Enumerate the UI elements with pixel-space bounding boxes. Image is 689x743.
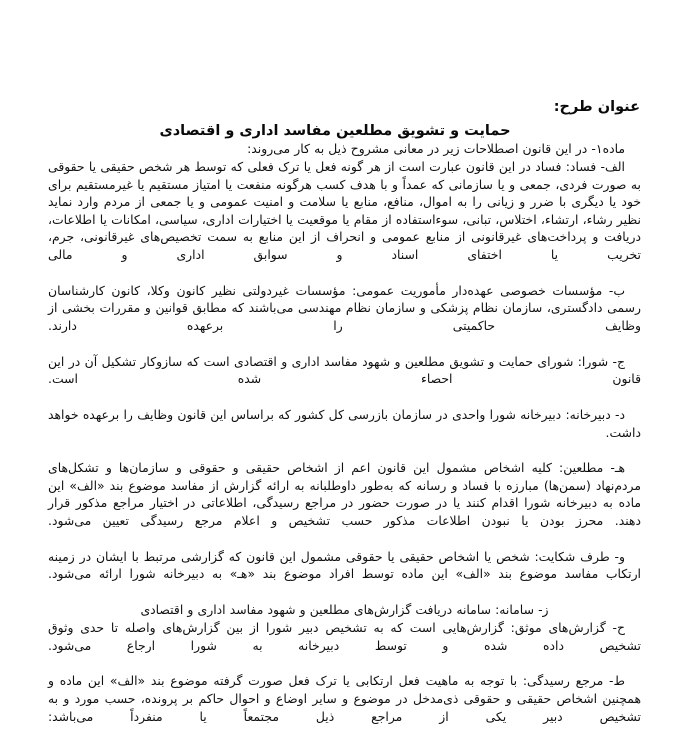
clause-ze: ز- سامانه: سامانه دریافت گزارش‌های مطلعین و شهود مفاسد اداری و اقتصادی	[140, 601, 549, 617]
page-title: حمایت و تشویق مطلعین مفاسد اداری و اقتصادی	[159, 123, 511, 140]
bill-label: عنوان طرح:	[553, 99, 640, 115]
clause-ta: ط- مرجع رسیدگی: با توجه به ماهیت فعل ارتکابی یا ترک فعل صورت گرفته موضوع بند «الف» این ماده و همچنین اشخاص حقیقی و حقوقی ذی‌مدخل در موضوع و سایر اوضاع و احوال حاکم بر پرونده، حسب مورد و به تشخیص دبیر یکی از مراجع ذیل مجتمعاً یا منفرداً می‌باشد:	[48, 673, 641, 724]
clause-he-dotted: ح- گزارش‌های موثق: گزارش‌هایی است که به تشخیص دبیر شورا از بین گزارش‌های واصله تا حدی وثوق تشخیص داده شده و توسط دبیرخانه به شورا ارجاع می‌شود.	[48, 620, 641, 653]
document-header	[48, 98, 640, 141]
article-1-intro: ماده۱- در این قانون اصطلاحات زیر در معانی مشروح ذیل به کار می‌روند:	[247, 141, 625, 156]
clause-dal: د- دبیرخانه: دبیرخانه شورا واحدی در سازمان بازرسی کل کشور که براساس این قانون وظایف را برعهده خواهد داشت.	[48, 406, 641, 440]
clause-alef: الف- فساد: فساد در این قانون عبارت است از هر گونه فعل یا ترک فعلی که توسط هر شخص حقیقی یا حقوقی به صورت فردی، جمعی و یا سازمانی که عمداً و با هدف کسب هرگونه منفعت یا امتیاز مستقیم یا غیرمستقیم برای خود یا دیگری با ضرر و زیانی را به اموال، منافع، منابع یا سلامت و امنیت عمومی و یا جمعی از مردم وارد نماید نظیر رشاء، ارتشاء، اختلاس، تبانی، سوءاستفاده از مقام یا موقعیت یا اختیارات اداری، سیاسی، امکانات یا اطلاعات، دریافت و پرداخت‌های غیرقانونی از منابع عمومی و انحراف از این منابع به سمت تخصیص‌های غیرقانونی، جرم، تخریب یا اختفای اسناد و سوابق اداری و مالی	[48, 159, 641, 263]
clause-jim: ج- شورا: شورای حمایت و تشویق مطلعین و شهود مفاسد اداری و اقتصادی است که سازوکار تشکیل آن در این قانون احصاء شده است.	[48, 353, 641, 387]
clause-vav: و- طرف شکایت: شخص یا اشخاص حقیقی یا حقوقی مشمول این قانون که گزارشی مرتبط با ایشان در زمینه ارتکاب مفاسد موضوع بند «الف» این ماده توسط افراد موضوع بند «هـ» به دبیرخانه شورا ارائه می‌شود.	[48, 548, 641, 582]
document-body	[48, 140, 641, 743]
clause-be: ب- مؤسسات خصوصی عهده‌دار مأموریت عمومی: مؤسسات غیردولتی نظیر کانون وکلا، کانون کارشناسان رسمی دادگستری، سازمان نظام پزشکی و سازمان نظام مهندسی می‌باشند که مطابق قوانین و مقررات بخشی از وظایف حاکمیتی را برعهده دارند.	[48, 282, 641, 333]
clause-he: هـ- مطلعین: کلیه اشخاص مشمول این قانون اعم از اشخاص حقیقی و حقوقی و سازمان‌ها و تشکل‌های مردم‌نهاد (سمن‌ها) مبارزه با فساد و رسانه که به‌طور داوطلبانه به ارائه گزارش از مفاسد موضوع بند «الف» این ماده به دبیرخانه شورا اقدام کنند یا در صورت حضور در مراجع رسیدگی، اطلاعاتی در اختیار مراجع مذکور قرار دهند. محرز بودن یا نبودن اطلاعات مذکور حسب تشخیص و اعلام مرجع رسیدگی تعیین می‌شود.	[48, 460, 641, 528]
